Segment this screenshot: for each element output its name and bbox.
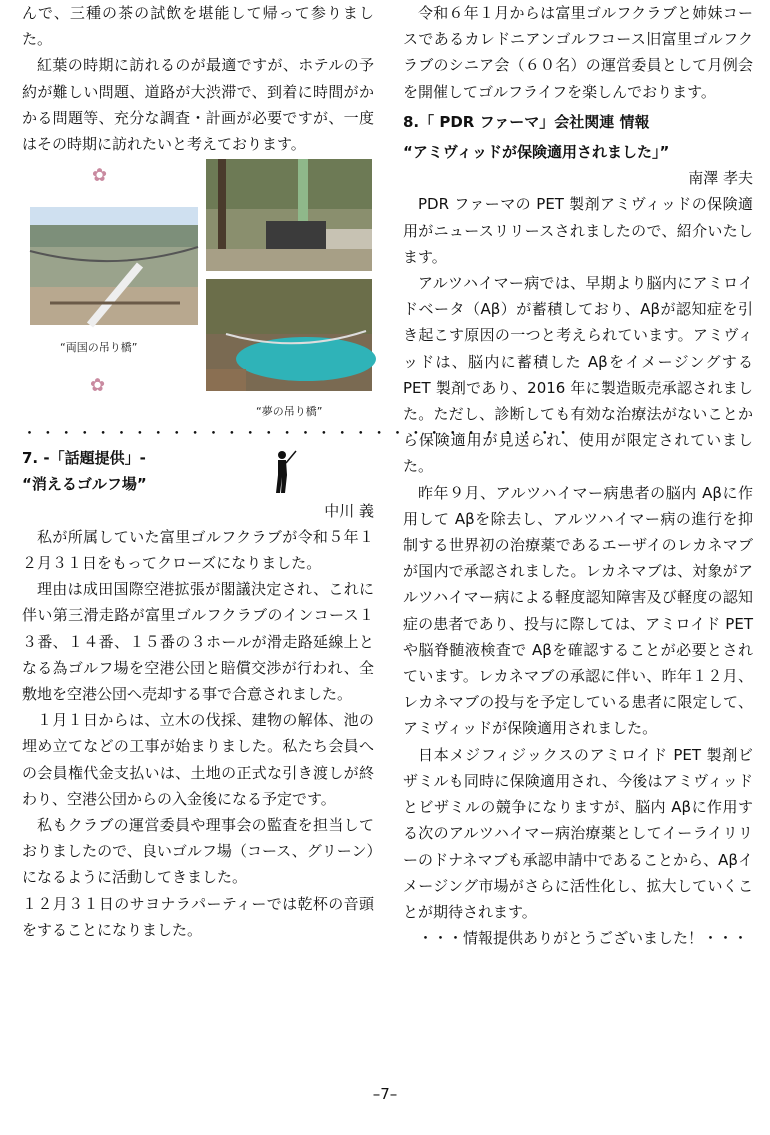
section-8-paragraph: 昨年９月、アルツハイマー病患者の脳内 Aβに作用して Aβを除去し、アルツハイマー病の進行を抑制する世界初の治療薬であるエーザイのレカネマブが国内で承認されました。レカネマブは、対象がアルツハイマー病による軽度認知障害及び軽度の認知症の患者であり、投与に際しては、アミロイド PET や脳脊髄液検査で Aβを確認することが必要とされています。レカネマブの承認に伴い、昨年１２月、レカネマブの投与を予定している患者に限定して、アミヴィッドが保険適用されました。 xyxy=(403,483,753,738)
paragraph-autumn: 紅葉の時期に訪れるのが最適ですが、ホテルの予約が難しい問題、道路が大渋滞で、到着に時間がかかる問題等、充分な調査・計画が必要ですが、一度はその時期に訪れたいと考えております。 xyxy=(22,56,374,154)
caption-ryougoku: “両国の吊り橋” xyxy=(60,341,138,355)
bridge-photo-3 xyxy=(206,279,372,391)
section-7-paragraph: 理由は成田国際空港拡張が閣議決定され、これに伴い第三滑走路が富里ゴルフクラブのインコース１３番、１４番、１５番の３ホールが滑走路延線上となる為ゴルフ場を空港公団と賠償交渉が行われ、全敷地を空港公団へ売却する事で合意されました。 xyxy=(22,580,374,704)
caption-yume: “夢の吊り橋” xyxy=(256,405,323,419)
photo-gate xyxy=(206,159,372,271)
section-8-paragraph: アルツハイマー病では、早期より脳内にアミロイドベータ（Aβ）が蓄積しており、Aβが認知症を引き起こす原因の一つと考えられています。アミヴィッドは、脳内に蓄積した Aβをイメージングする PET 製剤であり、2016 年に製造販売承認されました。ただし、診断しても有効な治療法がないことから保険適用が見送られ、使用が限定されていました。 xyxy=(403,274,753,476)
photo-ryougoku-bridge xyxy=(30,207,198,325)
flower-icon: ✿ xyxy=(90,375,106,397)
paragraph-tea: んで、三種の茶の試飲を堪能して帰って参りました。 xyxy=(22,4,374,49)
bridge-photo-1 xyxy=(30,207,198,325)
photo-yume-bridge xyxy=(206,279,372,391)
section-8-paragraph: 日本メジフィジックスのアミロイド PET 製剤ビザミルも同時に保険適用され、今後はアミヴィッドとビザミルの競争になりますが、脳内 Aβに作用する次のアルツハイマー病治療薬としてイーライリリーのドナネマブも承認申請中であることから、Aβイメージング市場がさらに活性化し、拡大していくことが期待されます。 xyxy=(403,745,753,921)
section-7-header xyxy=(22,445,374,497)
right-column xyxy=(403,0,753,951)
section-7-paragraph: １２月３１日のサヨナラパーティーでは乾杯の音頭をすることになりました。 xyxy=(22,894,374,939)
section-8-subtitle: “アミヴィッドが保険適用されました」” xyxy=(403,143,670,162)
paragraph-senior-club: 令和６年１月からは富里ゴルフクラブと姉妹コースであるカレドニアンゴルフコース旧富里ゴルフクラブのシニア会（６０名）の運営委員として月例会を開催してゴルフライフを楽しんでおります。 xyxy=(403,4,753,101)
section-7-paragraph: 私が所属していた富里ゴルフクラブが令和５年１２月３１日をもってクローズになりました。 xyxy=(22,527,374,573)
bridge-photo-2 xyxy=(206,159,372,271)
section-7-author: 中川 義 xyxy=(324,501,374,520)
photo-collage xyxy=(22,159,374,421)
section-7-paragraph: １月１日からは、立木の伐採、建物の解体、池の埋め立てなどの工事が始まりました。私たち会員への会員権代金支払いは、土地の正式な引き渡しが終わり、空港公団からの入金後になる予定です。 xyxy=(22,711,374,808)
section-8-title: 8.「 PDR ファーマ」会社関連 情報 xyxy=(403,112,650,131)
section-8-author: 南澤 孝夫 xyxy=(688,169,753,188)
page-number: –7– xyxy=(372,1085,398,1103)
flower-icon: ✿ xyxy=(92,165,108,187)
section-7-subtitle: “消えるゴルフ場” xyxy=(22,475,147,494)
section-8-paragraph: PDR ファーマの PET 製剤アミヴィッドの保険適用がニュースリリースされましたので、紹介いたします。 xyxy=(403,195,753,266)
section-7-paragraph: 私もクラブの運営委員や理事会の監査を担当しておりましたので、良いゴルフ場（コース、グリーン）になるように活動してきました。 xyxy=(22,816,374,887)
dotted-divider: ・・・・・・・・・・・・・・・・・・・・・・・・・・・・・・ xyxy=(22,424,575,443)
section-7-title: 7. -「話題提供」- xyxy=(22,449,146,468)
section-8-closing: ・・・情報提供ありがとうございました！・・・ xyxy=(418,929,749,948)
golfer-icon xyxy=(270,449,298,495)
